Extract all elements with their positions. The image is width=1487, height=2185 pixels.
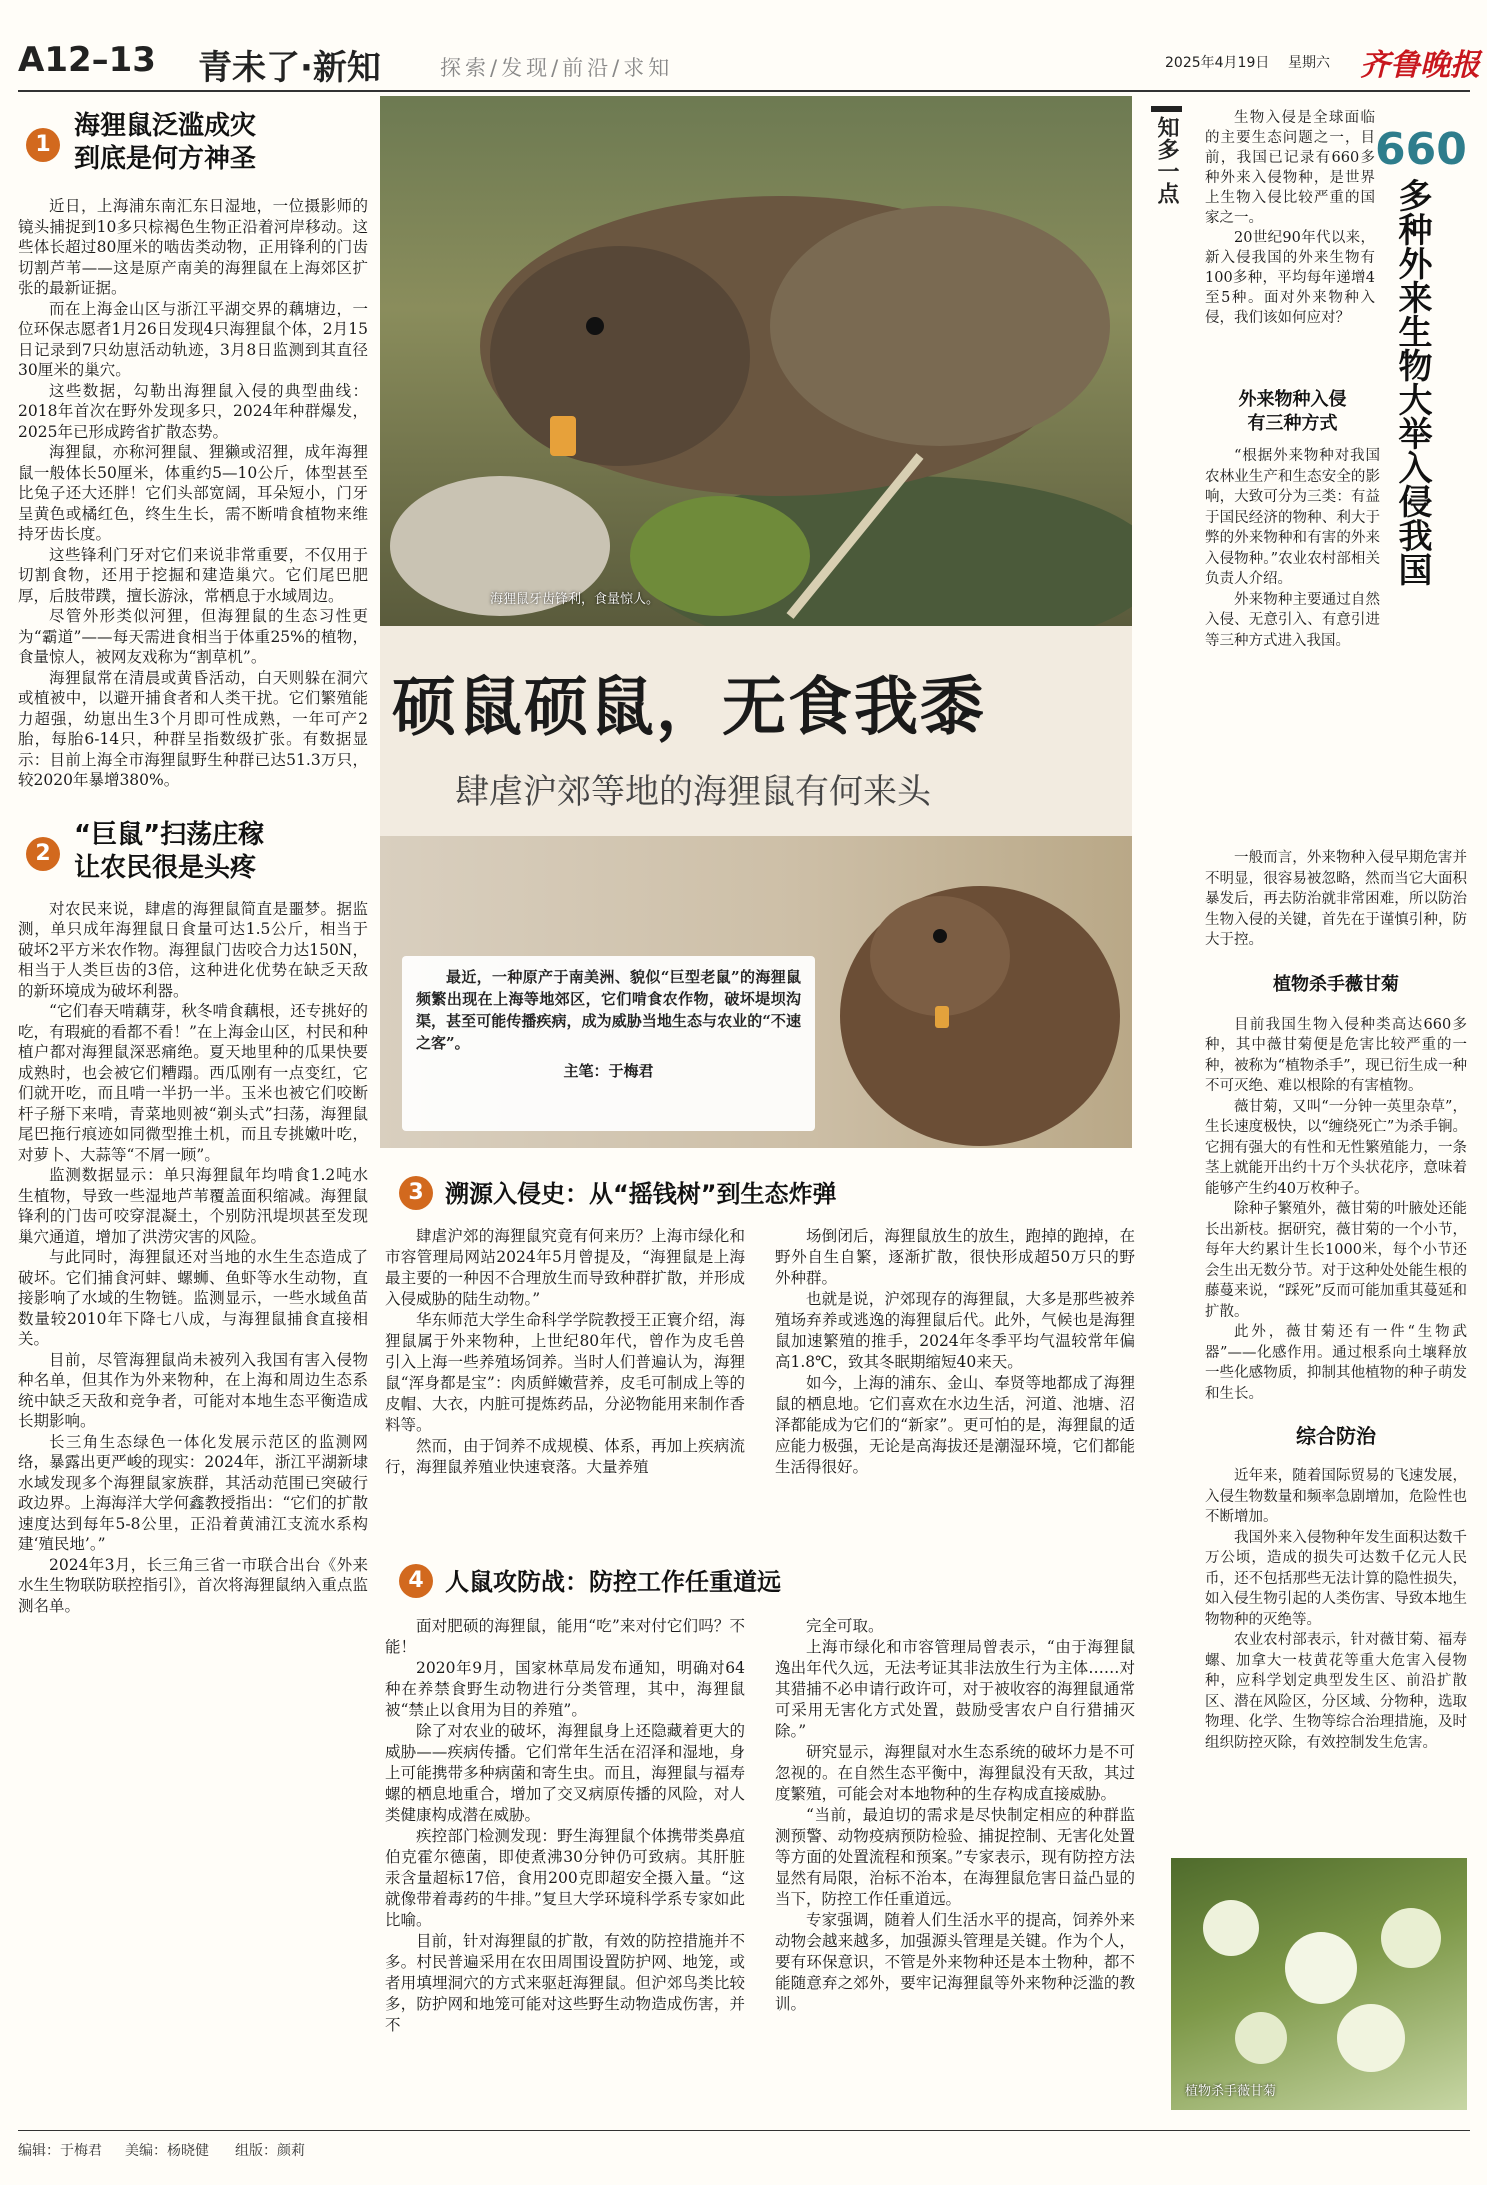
section-tagline: 探索/发现/前沿/求知 [440,56,674,80]
paragraph: 目前我国生物入侵种类高达660多种，其中薇甘菊便是危害比较严重的一种，被称为“植物杀手”，现已衍生成一种不可灭绝、难以根除的有害植物。 [1205,1016,1467,1094]
sidebar-intro [1205,108,1375,328]
paragraph: 对农民来说，肆虐的海狸鼠简直是噩梦。据监测，单只成年海狸鼠日食量可达1.5公斤，相当于破坏2平方米农作物。海狸鼠门齿咬合力达150N，相当于人类巨齿的3倍，这种进化优势在缺乏天敌的新环境成为破坏利器。 [18,899,368,1000]
sidebar-heading-c: 综合防治 [1296,1424,1376,1448]
paragraph: 上海市绿化和市容管理局曾表示，“由于海狸鼠逸出年代久远，无法考证其非法放生行为主体……对其猎捕不必申请行政许可，对于被收容的海狸鼠通常可采用无害化方式处置，鼓励受害农户自行猎捕灭除。” [775,1638,1135,1740]
paragraph: 尽管外形类似河狸，但海狸鼠的生态习性更为“霸道”——每天需进食相当于体重25%的植物，食量惊人，被网友戏称为“割草机”。 [18,607,368,666]
paragraph: 我国外来入侵物种年发生面积达数千万公顷，造成的损失可达数千亿元人民币，还不包括那些无法计算的隐性损失，如入侵生物引起的人类伤害、导致本地生物物种的灭绝等。 [1205,1529,1467,1628]
section-4-title: 人鼠攻防战：防控工作任重道远 [445,1568,781,1596]
left-column [18,98,368,2116]
footer-editor: 编辑：于梅君 [18,2143,102,2159]
paragraph: 与此同时，海狸鼠还对当地的水生生态造成了破坏。它们捕食河蚌、螺蛳、鱼虾等水生动物，直接影响了水域的生物链。监测显示，一些水域鱼苗数量较2010年下降七八成，与海狸鼠捕食直接相关。 [18,1248,368,1348]
paragraph: 华东师范大学生命科学学院教授王正寰介绍，海狸鼠属于外来物种，上世纪80年代，曾作为皮毛兽引入上海一些养殖场饲养。当时人们普遍认为，海狸鼠“浑身都是宝”：肉质鲜嫩营养，皮毛可制成上等的皮帽、大衣，内脏可提炼药品，分泌物能用来制作香料等。 [385,1311,745,1434]
section-1-title [74,110,256,176]
paragraph: “根据外来物种对我国农林业生产和生态安全的影响，大致可分为三类：有益于国民经济的物种、利大于弊的外来物种和有害的外来入侵物种。”农业农村部相关负责人介绍。 [1205,448,1380,587]
issue-weekday: 星期六 [1288,55,1330,71]
section-1-title-line1: 海狸鼠泛滥成灾 [74,111,257,141]
section-2-number: 2 [26,837,60,871]
paragraph: 此外，薇甘菊还有一件“生物武器”——化感作用。通过根系向土壤释放一些化感物质，抑制其他植物的种子萌发和生长。 [1205,1324,1467,1402]
paragraph: 20世纪90年代以来，新入侵我国的外来生物有100多种，平均每年递增4至5种。面对外来物种入侵，我们该如何应对？ [1205,230,1375,326]
paragraph: 面对肥硕的海狸鼠，能用“吃”来对付它们吗？不能！ [385,1617,745,1656]
sidebar-section-a [1205,388,1380,651]
paragraph: 一般而言，外来物种入侵早期危害并不明显，很容易被忽略，然而当它大面积暴发后，再去防治就非常困难，所以防治生物入侵的关键，首先在于谨慎引种，防大于控。 [1205,850,1467,948]
paragraph: 近日，上海浦东南汇东日湿地，一位摄影师的镜头捕捉到10多只棕褐色生物正沿着河岸移动。这些体长超过80厘米的啮齿类动物，正用锋利的门齿切割芦苇——这是原产南美的海狸鼠在上海郊区扩张的最新证据。 [18,197,368,297]
paragraph: 专家强调，随着人们生活水平的提高，饲养外来动物会越来越多，加强源头管理是关键。作为个人，要有环保意识，不管是外来物种还是本土物种，都不能随意弃之郊外，要牢记海狸鼠等外来物种泛滥的教训。 [775,1911,1135,2013]
section-1-body [18,196,368,791]
paragraph: 除种子繁殖外，薇甘菊的叶腋处还能长出新枝。据研究，薇甘菊的一个小节，每年大约累计生长1000米，每个小节还会生出无数分节。对于这种处处能生根的藤蔓来说，“踩死”反而可能加重其蔓延和扩散。 [1205,1201,1467,1320]
mikania-illustration [1171,1858,1467,2110]
paragraph: 然而，由于饲养不成规模、体系，再加上疾病流行，海狸鼠养殖业快速衰落。大量养殖 [385,1437,745,1476]
main-subheadline: 肆虐沪郊等地的海狸鼠有何来头 [455,772,931,812]
section-3-col2 [775,1226,1135,1478]
sidebar-heading-a-line2: 有三种方式 [1247,413,1338,434]
sidebar-photo-caption: 植物杀手薇甘菊 [1185,2084,1277,2099]
footer-rule [18,2130,1470,2131]
section-2-body [18,899,368,1617]
paragraph: 如今，上海的浦东、金山、奉贤等地都成了海狸鼠的栖息地。它们喜欢在水边生活，河道、池塘、沼泽都能成为它们的“新家”。更可怕的是，海狸鼠的适应能力极强，无论是高海拔还是潮湿环境，它们都能生活得很好。 [775,1374,1135,1476]
paragraph: 也就是说，沪郊现存的海狸鼠，大多是那些被养殖场弃养或逃逸的海狸鼠后代。此外，气候也是海狸鼠加速繁殖的推手，2024年冬季平均气温较常年偏高1.8℃，致其冬眠期缩短40来天。 [775,1290,1135,1371]
paragraph: 这些数据，勾勒出海狸鼠入侵的典型曲线：2018年首次在野外发现多只，2024年种群爆发，2025年已形成跨省扩散态势。 [18,381,368,441]
paragraph: 除了对农业的破坏，海狸鼠身上还隐藏着更大的威胁——疾病传播。它们常年生活在沼泽和湿地，身上可能携带多种病菌和寄生虫。而且，海狸鼠与福寿螺的栖息地重合，增加了交叉病原传播的风险，对人类健康构成潜在威胁。 [385,1722,745,1824]
section-2-title-line2: 让农民很是头疼 [74,852,257,883]
section-4-col1 [385,1616,745,2036]
hero-title-block [380,626,1132,836]
paragraph: 目前，尽管海狸鼠尚未被列入我国有害入侵物种名单，但其作为外来物种，在上海和周边生态系统中缺乏天敌和竞争者，可能对本地生态平衡造成长期影响。 [18,1350,368,1430]
header-rule [18,90,1470,92]
paragraph: 场倒闭后，海狸鼠放生的放生，跑掉的跑掉，在野外自生自繁，逐渐扩散，很快形成超50万只的野外种群。 [775,1227,1135,1287]
sidebar-heading-a-line1: 外来物种入侵 [1238,389,1347,410]
paragraph: 近年来，随着国际贸易的飞速发展，入侵生物数量和频率急剧增加，危险性也不断增加。 [1205,1468,1467,1525]
sidebar-b-text [1205,1015,1467,1405]
paragraph: 2024年3月，长三角三省一市联合出台《外来水生生物联防联控指引》，首次将海狸鼠纳入重点监测名单。 [18,1555,368,1615]
hero-photo-nutria [380,96,1132,626]
section-4 [385,1560,1135,2036]
lead-author: 主笔：于梅君 [563,1062,654,1080]
section-3 [385,1172,1135,1478]
page-number: A12–13 [18,40,156,80]
paragraph: 疾控部门检测发现：野生海狸鼠个体携带类鼻疽伯克霍尔德菌，即使煮沸30分钟仍可致病。其肝脏汞含量超标17倍，食用200克即超安全摄入量。“这就像带着毒药的牛排。”复旦大学环境科学系专家如此比喻。 [385,1827,745,1929]
sidebar-big-title: 多种外来生物大举入侵我国 [1392,178,1432,586]
paragraph: 长三角生态绿色一体化发展示范区的监测网络，暴露出更严峻的现实：2024年，浙江平湖新埭水域发现多个海狸鼠家族群，其活动范围已突破行政边界。上海海洋大学何鑫教授指出：“它们的扩散速度达到每年5-8公里，正沿着黄浦江支流水系构建‘殖民地’。” [18,1432,368,1553]
section-3-number: 3 [399,1176,433,1210]
sidebar-a-text-narrow [1205,446,1380,651]
paragraph: 海狸鼠，亦称河狸鼠、狸獭或沼狸，成年海狸鼠一般体长50厘米，体重约5—10公斤，体型甚至比兔子还大还胖！它们头部宽阔，耳朵短小，门牙呈黄色或橘红色，终生生长，需不断啃食植物来维持牙齿长度。 [18,443,368,543]
paragraph: 监测数据显示：单只海狸鼠年均啃食1.2吨水生植物，导致一些湿地芦苇覆盖面积缩减。海狸鼠锋利的门齿可咬穿混凝土，个别防汛堤坝甚至发现巢穴通道，增加了洪涝灾害的风险。 [18,1166,368,1246]
paragraph: 而在上海金山区与浙江平湖交界的藕塘边，一位环保志愿者1月26日发现4只海狸鼠个体，2月15日记录到7只幼崽活动轨迹，3月8日监测到其直径30厘米的巢穴。 [18,299,368,379]
paragraph: 完全可取。 [806,1617,884,1635]
sidebar-label: 知多一点 [1151,106,1182,204]
hero-photo-caption: 海狸鼠牙齿锋利，食量惊人。 [490,592,660,607]
sidebar-a-text-wide [1205,848,1467,951]
section-1-title-line2: 到底是何方神圣 [74,144,257,174]
section-4-number: 4 [399,1564,433,1598]
sidebar-heading-b: 植物杀手薇甘菊 [1273,973,1399,995]
paragraph: 2020年9月，国家林草局发布通知，明确对64种在养禁食野生动物进行分类管理，其中，海狸鼠被“禁止以食用为目的养殖”。 [385,1659,745,1719]
section-2-title-line1: “巨鼠”扫荡庄稼 [74,819,265,850]
paragraph: 农业农村部表示，针对薇甘菊、福寿螺、加拿大一枝黄花等重大危害入侵物种，应科学划定典型发生区、前沿扩散区、潜在风险区，分区域、分物种，选取物理、化学、生物等综合治理措施，及时组织防控灭除，有效控制发生危害。 [1205,1632,1467,1751]
sidebar-heading-a [1205,388,1380,436]
section-4-col2 [775,1616,1135,2036]
section-3-title: 溯源入侵史：从“摇钱树”到生态炸弹 [445,1180,837,1208]
paragraph: “当前，最迫切的需求是尽快制定相应的种群监测预警、动物疫病预防检验、捕捉控制、无害化处置等方面的处置流程和预案。”专家表示，现有防控方法显然有局限，治标不治本，在海狸鼠危害日益凸显的当下，防控工作任重道远。 [775,1806,1135,1908]
paragraph: “它们春天啃藕芽，秋冬啃食藕根，还专挑好的吃，有瑕疵的看都不看！”在上海金山区，村民和种植户都对海狸鼠深恶痛绝。夏天地里种的瓜果快要成熟时，也会被它们糟蹋。西瓜刚有一点变红，它们就开吃，而且啃一半扔一半。玉米也被它们咬断杆子掰下来啃，青菜地则被“剃头式”扫荡，海狸鼠尾巴拖行痕迹如同微型推土机，而且专挑嫩叶吃，对萝卜、大蒜等“不屑一顾”。 [18,1002,368,1164]
section-title: 青未了·新知 [198,48,381,88]
lead-box [402,956,815,1131]
paragraph: 研究显示，海狸鼠对水生态系统的破坏力是不可忽视的。在自然生态平衡中，海狸鼠没有天敌，其过度繁殖，可能会对本地物种的生存构成直接威胁。 [775,1743,1135,1803]
paragraph: 肆虐沪郊的海狸鼠究竟有何来历？上海市绿化和市容管理局网站2024年5月曾提及，“海狸鼠是上海最主要的一种因不合理放生而导致种群扩散，并形成入侵威胁的陆生动物。” [385,1227,745,1308]
issue-date: 2025年4月19日 [1165,55,1270,71]
paragraph: 目前，针对海狸鼠的扩散，有效的防控措施并不多。村民普遍采用在农田周围设置防护网、地笼，或者用填埋洞穴的方式来驱赶海狸鼠。但沪郊鸟类比较多，防护网和地笼可能对这些野生动物造成伤害，并不 [385,1932,745,2034]
section-3-col1 [385,1226,745,1478]
paragraph: 薇甘菊，又叫“一分钟一英里杂草”，生长速度极快，以“缠绕死亡”为杀手锏。它拥有强大的有性和无性繁殖能力，一条茎上就能开出约十万个头状花序，意味着能够产生约40万枚种子。 [1205,1098,1467,1197]
paragraph: 海狸鼠常在清晨或黄昏活动，白天则躲在洞穴或植被中，以避开捕食者和人类干扰。它们繁殖能力超强，幼崽出生3个月即可性成熟，一年可产2胎，每胎6-14只，种群呈指数级扩张。有数据显示：目前上海全市海狸鼠野生种群已达51.3万只，较2020年暴增380%。 [18,668,368,789]
paragraph: 这些锋利门牙对它们来说非常重要，不仅用于切割食物，还用于挖掘和建造巢穴。它们尾巴肥厚，后肢带蹼，擅长游泳，常栖息于水域周边。 [18,545,368,605]
main-headline: 硕鼠硕鼠，无食我黍 [392,670,986,745]
sidebar-big-number: 660 [1375,124,1467,175]
footer-designer: 美编：杨晓健 [125,2143,209,2159]
section-2-title [74,819,264,885]
paragraph: 生物入侵是全球面临的主要生态问题之一，目前，我国已记录有660多种外来入侵物种，是世界上生物入侵比较严重的国家之一。 [1205,110,1375,226]
paragraph: 外来物种主要通过自然入侵、无意引入、有意引进等三种方式进入我国。 [1205,591,1380,649]
sidebar-photo-mikania [1171,1858,1467,2110]
sidebar-a-wide [1205,848,1467,1753]
sidebar [1143,98,1470,2120]
nutria-illustration [380,96,1132,626]
sidebar-c-text [1205,1466,1467,1753]
lead-text: 最近，一种原产于南美洲、貌似“巨型老鼠”的海狸鼠频繁出现在上海等地郊区，它们啃食农作物，破坏堤坝沟渠，甚至可能传播疾病，成为威胁当地生态与农业的“不速之客”。 [416,968,801,1052]
newspaper-logo: 齐鲁晚报 [1360,48,1480,83]
hero-photo-nutria-2 [380,836,1132,1148]
section-1-number: 1 [26,128,60,162]
footer-layout: 组版：颜莉 [235,2143,305,2159]
